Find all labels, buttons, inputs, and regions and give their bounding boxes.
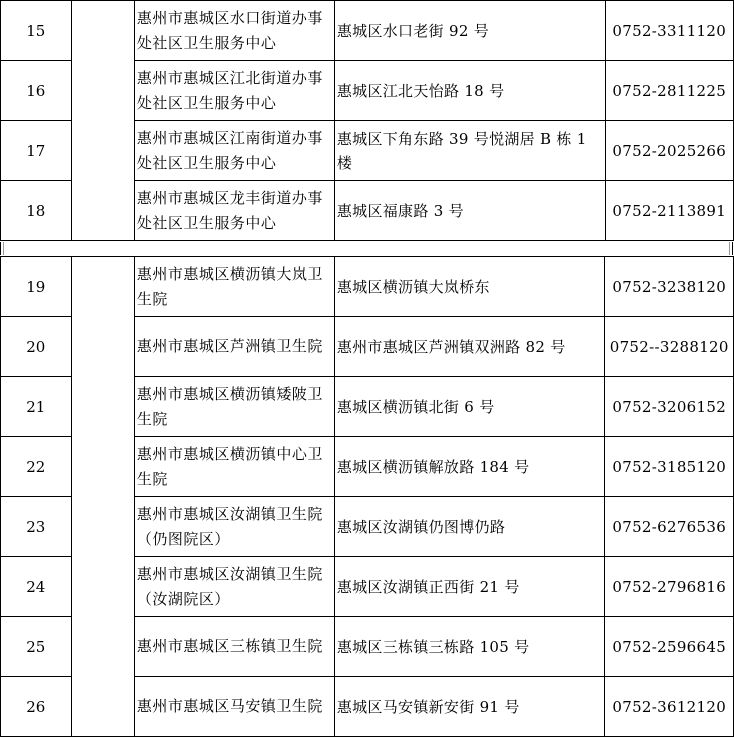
facility-address: 惠城区马安镇新安街 91 号 (334, 677, 605, 737)
facility-name: 惠州市惠城区马安镇卫生院 (136, 697, 323, 715)
facility-name-cell (134, 257, 334, 317)
facility-address: 惠城区下角东路 39 号悦湖居 B 栋 1 楼 (334, 121, 605, 181)
row-number: 20 (1, 317, 72, 377)
row-number: 22 (1, 437, 72, 497)
merged-blank-cell (71, 257, 134, 737)
facility-name-cell (134, 181, 334, 241)
row-number: 21 (1, 377, 72, 437)
facility-address: 惠城区汝湖镇仍图博仍路 (334, 497, 605, 557)
facility-phone: 0752-3238120 (605, 257, 734, 317)
facility-name: 惠州市惠城区横沥镇中心卫生院 (136, 444, 323, 488)
row-number: 25 (1, 617, 72, 677)
facility-address: 惠城区汝湖镇正西街 21 号 (334, 557, 605, 617)
facility-name: 惠州市惠城区龙丰街道办事处社区卫生服务中心 (136, 188, 323, 232)
facility-name: 惠州市惠城区江北街道办事处社区卫生服务中心 (136, 68, 323, 112)
facility-address: 惠城区横沥镇大岚桥东 (334, 257, 605, 317)
table-row (1, 1, 734, 61)
row-number: 24 (1, 557, 72, 617)
row-number: 15 (1, 1, 72, 61)
facility-table-part2 (0, 256, 734, 737)
row-number: 16 (1, 61, 72, 121)
facility-phone: 0752-2025266 (605, 121, 733, 181)
row-number: 17 (1, 121, 72, 181)
facility-name-cell (134, 1, 334, 61)
row-number: 26 (1, 677, 72, 737)
facility-name-cell (134, 437, 334, 497)
merged-blank-cell (71, 1, 134, 241)
row-number: 19 (1, 257, 72, 317)
table-row (1, 257, 734, 317)
row-number: 18 (1, 181, 72, 241)
facility-phone: 0752-3185120 (605, 437, 734, 497)
facility-name-cell (134, 377, 334, 437)
facility-name: 惠州市惠城区横沥镇大岚卫生院 (136, 264, 323, 308)
facility-address: 惠城区三栋镇三栋路 105 号 (334, 617, 605, 677)
facility-name: 惠州市惠城区汝湖镇卫生院（仍图院区） (136, 504, 323, 548)
facility-phone: 0752-2113891 (605, 181, 733, 241)
facility-name: 惠州市惠城区芦洲镇卫生院 (136, 337, 323, 355)
facility-name-cell (134, 617, 334, 677)
facility-address: 惠城区江北天怡路 18 号 (334, 61, 605, 121)
facility-name-cell (134, 557, 334, 617)
facility-phone: 0752--3288120 (605, 317, 734, 377)
facility-name: 惠州市惠城区江南街道办事处社区卫生服务中心 (136, 128, 323, 172)
facility-name-cell (134, 677, 334, 737)
row-number: 23 (1, 497, 72, 557)
facility-name-cell (134, 61, 334, 121)
facility-name: 惠州市惠城区横沥镇矮陂卫生院 (136, 384, 323, 428)
facility-table-part1 (0, 0, 734, 241)
facility-phone: 0752-3311120 (605, 1, 733, 61)
page-break-inner-border (3, 242, 730, 255)
facility-phone: 0752-2796816 (605, 557, 734, 617)
facility-name: 惠州市惠城区三栋镇卫生院 (136, 637, 323, 655)
facility-name: 惠州市惠城区汝湖镇卫生院（汝湖院区） (136, 564, 323, 608)
facility-address: 惠城区水口老街 92 号 (334, 1, 605, 61)
facility-address: 惠城区横沥镇解放路 184 号 (334, 437, 605, 497)
facility-name-cell (134, 497, 334, 557)
facility-name: 惠州市惠城区水口街道办事处社区卫生服务中心 (136, 8, 323, 52)
facility-address: 惠州市惠城区芦洲镇双洲路 82 号 (334, 317, 605, 377)
facility-name-cell (134, 317, 334, 377)
facility-phone: 0752-2596645 (605, 617, 734, 677)
facility-phone: 0752-3206152 (605, 377, 734, 437)
page-break-gap (0, 242, 733, 255)
facility-phone: 0752-6276536 (605, 497, 734, 557)
facility-address: 惠城区横沥镇北街 6 号 (334, 377, 605, 437)
facility-phone: 0752-2811225 (605, 61, 733, 121)
facility-name-cell (134, 121, 334, 181)
facility-phone: 0752-3612120 (605, 677, 734, 737)
facility-address: 惠城区福康路 3 号 (334, 181, 605, 241)
